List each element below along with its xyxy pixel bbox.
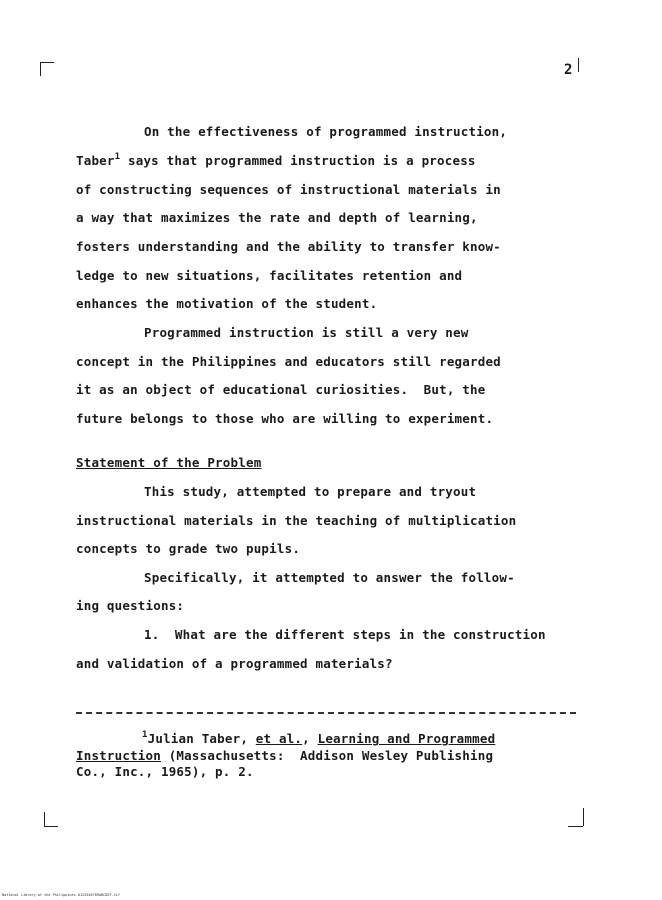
- paragraph-2-line-2: concept in the Philippines and educators still regarded: [76, 354, 501, 369]
- paragraph-2-line-4: future belongs to those who are willing to experiment.: [76, 411, 494, 426]
- paragraph-2-line-1: Programmed instruction is still a very new: [144, 325, 469, 340]
- question-1-line-1: [144, 627, 546, 642]
- footnote-line-3: Co., Inc., 1965), p. 2.: [76, 764, 254, 779]
- crop-mark-top-right: [578, 58, 579, 72]
- footnote-publisher: (Massachusetts: Addison Wesley Publishing: [160, 748, 494, 763]
- paragraph-3-line-2: instructional materials in the teaching of multiplication: [76, 513, 517, 528]
- crop-mark-bottom-left: [44, 812, 45, 826]
- section-heading: Statement of the Problem: [76, 455, 262, 470]
- paragraph-4-line-1: Specifically, it attempted to answer the follow-: [144, 570, 515, 585]
- footnote-line-2: [76, 748, 493, 763]
- paragraph-1-line-2: [76, 153, 476, 168]
- footnote-comma: ,: [302, 731, 318, 746]
- paragraph-1-line-5: fosters understanding and the ability to transfer know-: [76, 239, 501, 254]
- crop-mark-top-left: [40, 62, 41, 76]
- footnote-title-part-2: Instruction: [76, 748, 161, 763]
- question-1-text: What are the different steps in the construction: [174, 627, 546, 642]
- crop-mark-bottom-right-h: [568, 826, 583, 827]
- paragraph-1-line-2-text: says that programmed instruction is a process: [120, 153, 476, 168]
- paragraph-3-line-1: This study, attempted to prepare and tryout: [144, 484, 477, 499]
- paragraph-1-line-6: ledge to new situations, facilitates retention and: [76, 268, 463, 283]
- paragraph-1-line-1: On the effectiveness of programmed instruction,: [144, 124, 508, 139]
- paragraph-3-line-3: concepts to grade two pupils.: [76, 541, 301, 556]
- author-name: Taber: [76, 153, 115, 168]
- crop-mark-bottom-left-h: [44, 826, 58, 827]
- footnote-author: Julian Taber,: [147, 731, 256, 746]
- footnote-mark: 1: [142, 730, 148, 740]
- question-1-number: 1.: [144, 627, 160, 642]
- paragraph-1-line-7: enhances the motivation of the student.: [76, 296, 378, 311]
- footnote-separator: [76, 712, 576, 714]
- question-1-line-2: and validation of a programmed materials?: [76, 656, 393, 671]
- paragraph-1-line-4: a way that maximizes the rate and depth of learning,: [76, 210, 478, 225]
- footnote-reference: 1: [114, 152, 121, 162]
- paragraph-2-line-3: it as an object of educational curiosities. But, the: [76, 382, 486, 397]
- footnote-line-1: [142, 731, 495, 746]
- source-caption: National Library of the Philippines 0123456789ABCDEF.tif: [2, 893, 121, 897]
- crop-mark-top-left-h: [40, 62, 54, 63]
- crop-mark-bottom-right: [583, 808, 584, 826]
- page-number: 2: [564, 62, 573, 78]
- footnote-title-part-1: Learning and Programmed: [317, 731, 496, 746]
- paragraph-4-line-2: ing questions:: [76, 598, 185, 613]
- paragraph-1-line-3: of constructing sequences of instructional materials in: [76, 182, 501, 197]
- footnote-et-al: et al.: [255, 731, 303, 746]
